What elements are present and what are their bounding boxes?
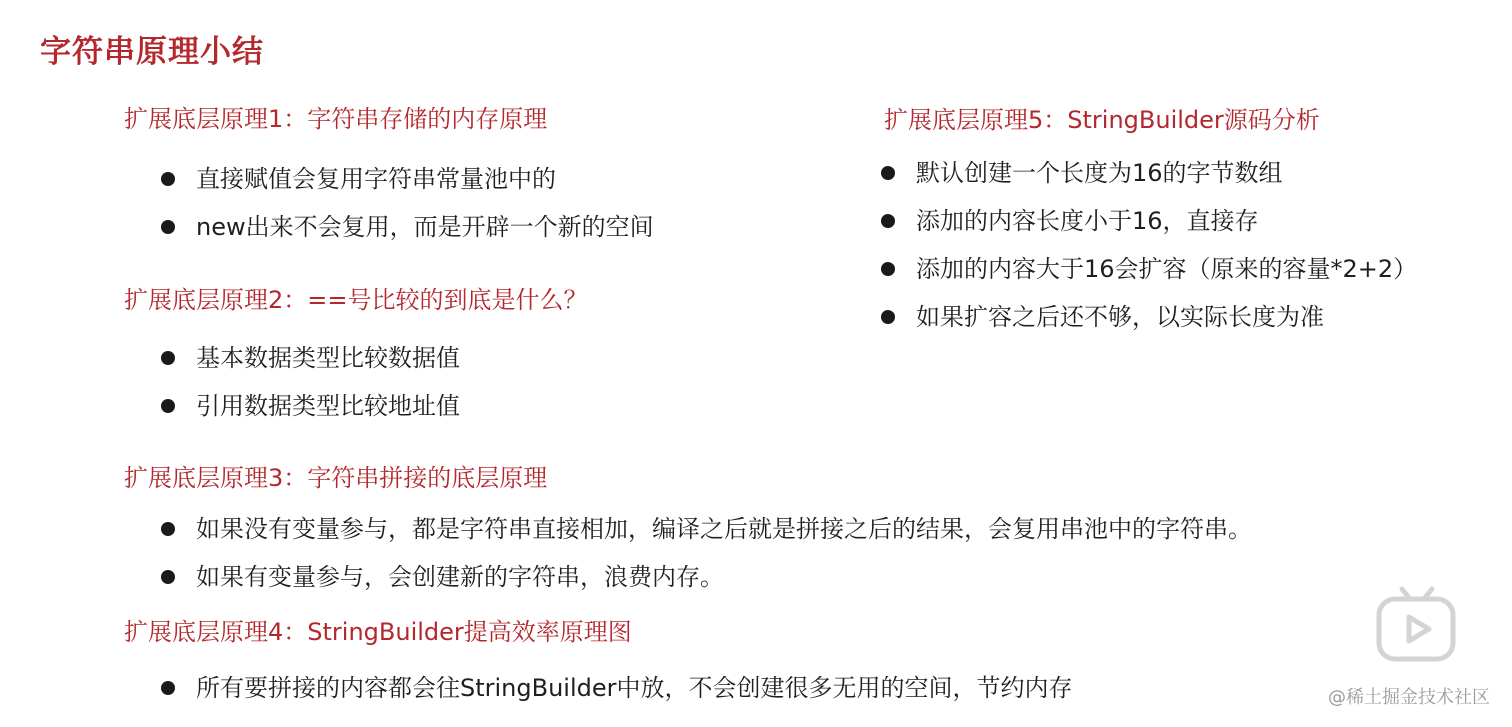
bullet-icon [161,399,175,413]
bullet-icon [161,570,175,584]
tv-icon [1374,583,1458,667]
bullet-icon [881,214,895,228]
bullet-icon [881,166,895,180]
watermark [1328,583,1490,713]
bullet-icon [881,310,895,324]
bullet-icon [161,220,175,234]
watermark-text: @稀土掘金技术社区 [1328,687,1490,708]
section-heading-3: 扩展底层原理3：字符串拼接的底层原理 [124,464,548,492]
section-heading-1: 扩展底层原理1：字符串存储的内存原理 [124,105,548,133]
bullet-icon [161,351,175,365]
page-title: 字符串原理小结 [40,34,264,70]
bullet-icon [161,522,175,536]
section-heading-4: 扩展底层原理4：StringBuilder提高效率原理图 [124,618,632,646]
bullet-icon [881,262,895,276]
bullet-icon [161,172,175,186]
bullet-icon [161,681,175,695]
section-heading-2: 扩展底层原理2：==号比较的到底是什么？ [124,286,588,314]
section-heading-5: 扩展底层原理5：StringBuilder源码分析 [884,106,1320,134]
